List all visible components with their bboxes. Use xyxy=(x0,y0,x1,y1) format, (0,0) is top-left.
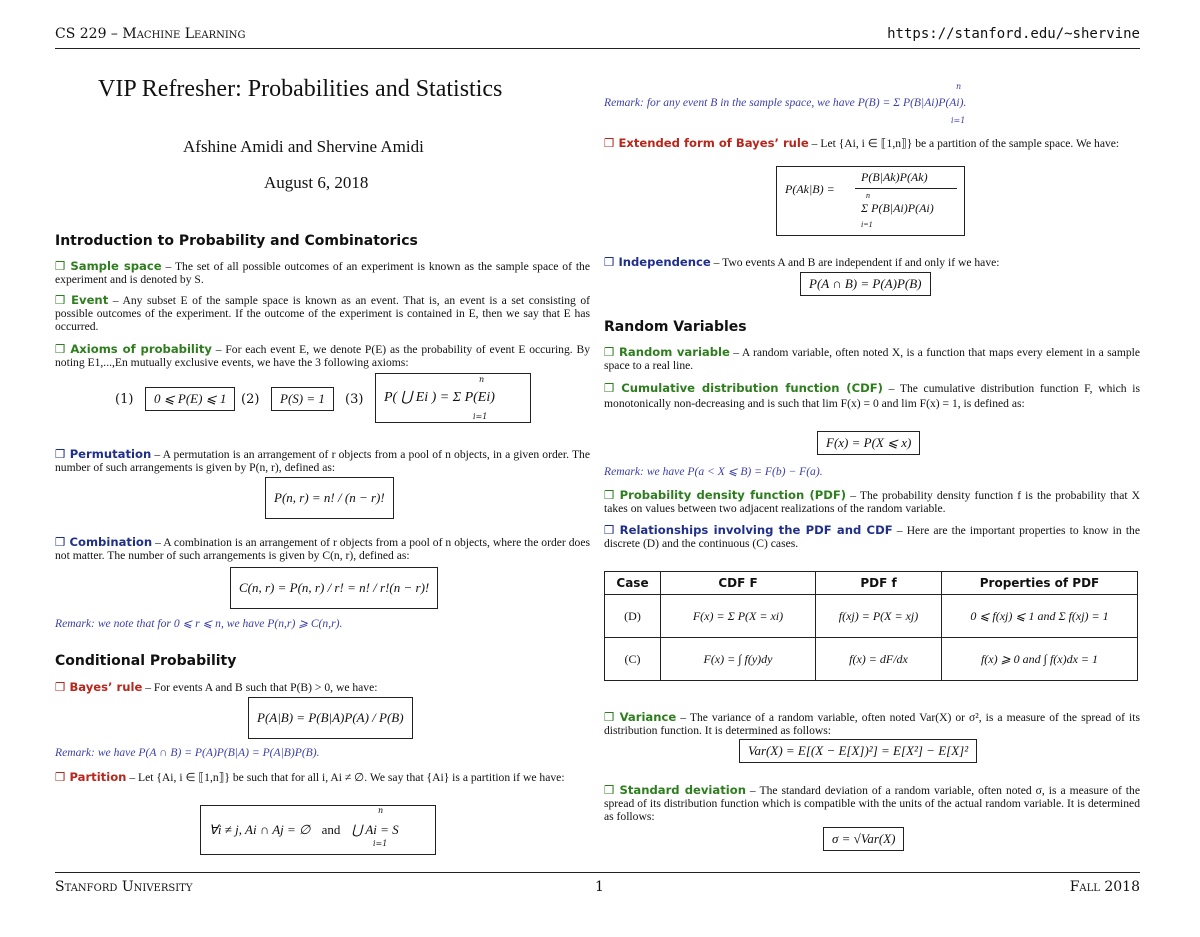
section-title: Conditional Probability xyxy=(55,653,237,669)
definition-permutation xyxy=(55,448,590,474)
remark: Remark: we have P(a < X ⩽ B) = F(b) − F(a). xyxy=(604,465,823,478)
formula-box: P(n, r) = n! / (n − r)! xyxy=(265,477,394,519)
section-title: Random Variables xyxy=(604,319,747,335)
term: Relationships involving the PDF and CDF xyxy=(619,523,893,537)
formula-box: Var(X) = E[(X − E[X])²] = E[X²] − E[X]² xyxy=(739,739,977,763)
definition-text: – The cumulative distribution function F, which is monotonically non-decreasing and is such that lim F(x) = 0 and lim F(x) = 1, is defined as: xyxy=(604,382,1140,410)
doc-date: August 6, 2018 xyxy=(264,173,369,192)
term: Random variable xyxy=(618,345,730,359)
term: Partition xyxy=(69,770,127,784)
checkbox-icon: ❒ xyxy=(604,345,619,359)
checkbox-icon: ❒ xyxy=(55,680,70,694)
definition-sample-space xyxy=(55,260,590,286)
doc-authors: Afshine Amidi and Shervine Amidi xyxy=(183,137,424,156)
table-header-cell: PDF f xyxy=(816,572,942,595)
definition-text: – Let {Ai, i ∈ ⟦1,n⟧} be a partition of the sample space. We have: xyxy=(808,137,1120,150)
limit-lower: i=1 xyxy=(373,839,388,848)
axiom-label: (3) xyxy=(345,392,364,407)
checkbox-icon: ❒ xyxy=(55,259,71,273)
definition-independence xyxy=(604,256,1140,269)
formula-box: σ = √Var(X) xyxy=(823,827,904,851)
term: Event xyxy=(71,293,109,307)
remark: Remark: we have P(A ∩ B) = P(A)P(B|A) = P(A|B)P(B). xyxy=(55,746,320,759)
table-header-cell: Properties of PDF xyxy=(942,572,1138,595)
table-header-cell: CDF F xyxy=(661,572,816,595)
formula-text: P(B|Ak)P(Ak) xyxy=(861,170,928,184)
table-cell: f(x) ⩾ 0 and ∫ f(x)dx = 1 xyxy=(942,638,1138,681)
definition-text: – Any subset E of the sample space is known as an event. That is, an event is a set consisting of possible outcomes of the experiment. If the outcome of the experiment is contained in E, then we say that E has occurred. xyxy=(55,294,590,333)
definition-variance xyxy=(604,711,1140,737)
page-footer xyxy=(55,872,1140,901)
formula-text: ∀i ≠ j, Ai ∩ Aj = ∅ xyxy=(209,822,311,837)
formula-text: and xyxy=(321,822,341,837)
formula-text: Σ P(B|Ai)P(Ai) xyxy=(861,201,934,215)
axiom-label: (1) xyxy=(115,392,134,407)
doc-title: VIP Refresher: Probabilities and Statistics xyxy=(98,76,503,102)
formula-box: 0 ⩽ P(E) ⩽ 1 xyxy=(145,387,235,411)
checkbox-icon: ❒ xyxy=(604,710,620,724)
definition-text: – The variance of a random variable, often noted Var(X) or σ², is a measure of the spread of its distribution function. It is determined as follows: xyxy=(604,711,1141,737)
formula-box xyxy=(200,805,436,855)
definition-text: – For events A and B such that P(B) > 0, we have: xyxy=(142,681,378,694)
footer-term: Fall 2018 xyxy=(1069,879,1140,895)
term: Combination xyxy=(69,535,153,549)
checkbox-icon: ❒ xyxy=(55,770,70,784)
checkbox-icon: ❒ xyxy=(55,535,70,549)
formula-box: C(n, r) = P(n, r) / r! = n! / r!(n − r)! xyxy=(230,567,438,609)
limit-upper: n xyxy=(956,82,962,91)
definition-relationships xyxy=(604,524,1140,550)
checkbox-icon: ❒ xyxy=(55,447,70,461)
definition-partition xyxy=(55,771,590,784)
checkbox-icon: ❒ xyxy=(604,381,622,395)
term: Permutation xyxy=(69,447,152,461)
term: Variance xyxy=(619,710,677,724)
table-header-cell: Case xyxy=(605,572,661,595)
table-row xyxy=(605,595,1138,638)
term: Extended form of Bayes’ rule xyxy=(618,136,809,150)
definition-extended-bayes xyxy=(604,137,1140,150)
remark: Remark: for any event B in the sample space, we have P(B) = Σ P(B|Ai)P(Ai). xyxy=(604,96,967,109)
table-cell: f(x) = dF/dx xyxy=(816,638,942,681)
definition-text: – Let {Ai, i ∈ ⟦1,n⟧} be such that for all i, Ai ≠ ∅. We say that {Ai} is a partition if we have: xyxy=(126,771,565,784)
checkbox-icon: ❒ xyxy=(604,136,619,150)
definition-text: – Here are the important properties to know in the discrete (D) and the continuous (C) cases. xyxy=(604,524,1140,550)
definition-text: – For each event E, we denote P(E) as the probability of event E occuring. By noting E1,...,En mutually exclusive events, we have the 3 following axioms: xyxy=(55,343,590,369)
page-number: 1 xyxy=(595,879,604,895)
checkbox-icon: ❒ xyxy=(604,783,620,797)
checkbox-icon: ❒ xyxy=(55,342,71,356)
term: Sample space xyxy=(70,259,162,273)
header-url[interactable]: https://stanford.edu/~shervine xyxy=(887,26,1140,42)
definition-text: – The probability density function f is the probability that X takes on values between two adjacent realizations of the random variable. xyxy=(604,489,1141,515)
formula-box xyxy=(776,166,965,236)
checkbox-icon: ❒ xyxy=(604,255,619,269)
definition-text: – The standard deviation of a random variable, often noted σ, is a measure of the spread of its distribution function which is compatible with the units of the actual random variable. It is determined as follows: xyxy=(604,784,1140,823)
term: Cumulative distribution function (CDF) xyxy=(621,381,883,395)
page-header xyxy=(55,26,1140,49)
section-title: Introduction to Probability and Combinatorics xyxy=(55,233,418,249)
header-course: CS 229 – Machine Learning xyxy=(55,26,246,42)
table-header-row xyxy=(605,572,1138,595)
table-cell: F(x) = ∫ f(y)dy xyxy=(661,638,816,681)
table-cell: F(x) = Σ P(X = xi) xyxy=(661,595,816,638)
checkbox-icon: ❒ xyxy=(604,523,620,537)
term: Independence xyxy=(618,255,711,269)
definition-text: – The set of all possible outcomes of an experiment is known as the sample space of the experiment and is denoted by S. xyxy=(55,260,591,286)
limit-upper: n xyxy=(378,806,384,815)
table-row xyxy=(605,638,1138,681)
remark: Remark: we note that for 0 ⩽ r ⩽ n, we have P(n,r) ⩾ C(n,r). xyxy=(55,617,343,630)
definition-event xyxy=(55,294,590,333)
axiom-label: (2) xyxy=(241,392,260,407)
term: Axioms of probability xyxy=(70,342,212,356)
pdf-cdf-table xyxy=(604,571,1138,681)
definition-text: – Two events A and B are independent if and only if we have: xyxy=(710,256,1000,269)
limit-lower: i=1 xyxy=(473,412,488,421)
checkbox-icon: ❒ xyxy=(55,293,72,307)
formula-text: P( ⋃ Ei ) = Σ P(Ei) xyxy=(384,390,495,405)
definition-bayes xyxy=(55,681,590,694)
table-cell: (C) xyxy=(605,638,661,681)
footer-institution: Stanford University xyxy=(55,879,193,895)
formula-box: F(x) = P(X ⩽ x) xyxy=(817,431,920,455)
table-cell: 0 ⩽ f(xj) ⩽ 1 and Σ f(xj) = 1 xyxy=(942,595,1138,638)
table-cell: (D) xyxy=(605,595,661,638)
definition-random-variable xyxy=(604,346,1140,372)
formula-text: ⋃ Ai = S xyxy=(351,822,399,837)
definition-cdf xyxy=(604,381,1140,411)
definition-combination xyxy=(55,536,590,562)
definition-stddev xyxy=(604,784,1140,823)
term: Bayes’ rule xyxy=(69,680,143,694)
definition-text: – A random variable, often noted X, is a function that maps every element in a sample space to a real line. xyxy=(604,346,1141,372)
limit-lower: i=1 xyxy=(951,116,966,125)
definition-pdf xyxy=(604,489,1140,515)
term: Probability density function (PDF) xyxy=(619,488,847,502)
limit-lower: i=1 xyxy=(861,220,873,229)
definition-text: – A permutation is an arrangement of r objects from a pool of n objects, in a given order. The number of such arrangements is given by P(n, r), defined as: xyxy=(55,448,590,474)
formula-box: P(S) = 1 xyxy=(271,387,334,411)
definition-axioms xyxy=(55,343,590,369)
term: Standard deviation xyxy=(619,783,746,797)
fraction-bar xyxy=(855,188,957,189)
table-cell: f(xj) = P(X = xj) xyxy=(816,595,942,638)
formula-text: P(Ak|B) = xyxy=(785,182,835,196)
checkbox-icon: ❒ xyxy=(604,488,620,502)
formula-box: P(A ∩ B) = P(A)P(B) xyxy=(800,272,931,296)
formula-box xyxy=(375,373,531,423)
definition-text: – A combination is an arrangement of r objects from a pool of n objects, where the order does not matter. The number of such arrangements is given by C(n, r), defined as: xyxy=(55,536,590,562)
limit-upper: n xyxy=(479,375,485,384)
limit-upper: n xyxy=(866,191,870,200)
formula-box: P(A|B) = P(B|A)P(A) / P(B) xyxy=(248,697,413,739)
